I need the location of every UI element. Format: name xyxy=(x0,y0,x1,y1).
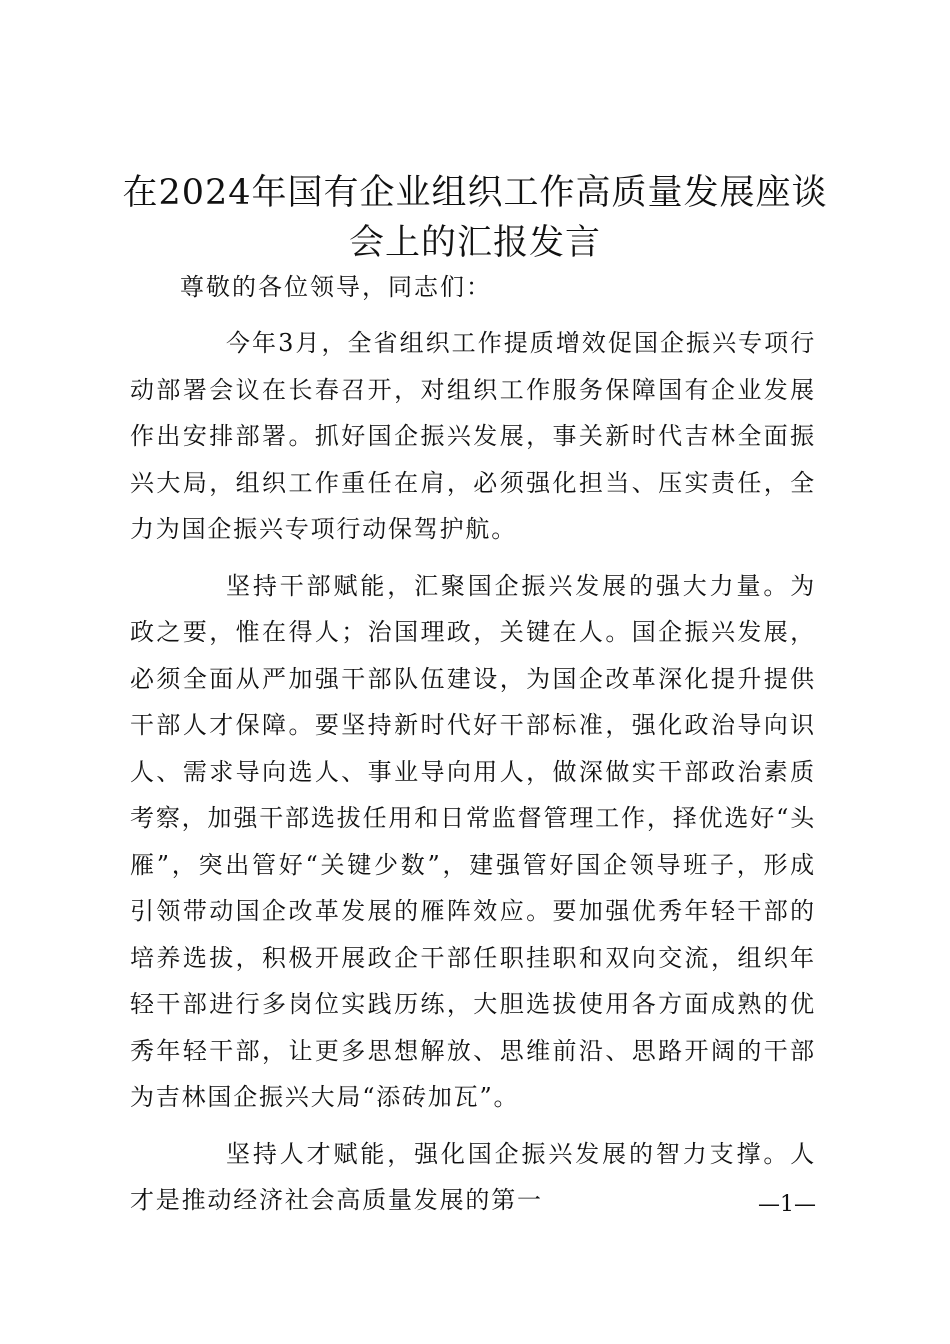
paragraph-1: 今年3月，全省组织工作提质增效促国企振兴专项行动部署会议在长春召开，对组织工作服务保障国有企业发展作出安排部署。抓好国企振兴发展，事关新时代吉林全面振兴大局，组织工作重任在肩，必须强化担当、压实责任，全力为国企振兴专项行动保驾护航。 xyxy=(130,329,816,543)
document-body xyxy=(130,320,816,1234)
document-title: 在2024年国有企业组织工作高质量发展座谈会上的汇报发言 xyxy=(122,173,828,263)
salutation: 尊敬的各位领导，同志们： xyxy=(180,273,492,301)
paragraph-2: 坚持干部赋能，汇聚国企振兴发展的强大力量。为政之要，惟在得人；治国理政，关键在人。国企振兴发展，必须全面从严加强干部队伍建设，为国企改革深化提升提供干部人才保障。要坚持新时代好干部标准，强化政治导向识人、需求导向选人、事业导向用人，做深做实干部政治素质考察，加强干部选拔任用和日常监督管理工作，择优选好“头雁”，突出管好“关键少数”，建强管好国企领导班子，形成引领带动国企改革发展的雁阵效应。要加强优秀年轻干部的培养选拔，积极开展政企干部任职挂职和双向交流，组织年轻干部进行多岗位实践历练，大胆选拔使用各方面成熟的优秀年轻干部，让更多思想解放、思维前沿、思路开阔的干部为吉林国企振兴大局“添砖加瓦”。 xyxy=(130,571,816,1111)
page-number: —1— xyxy=(758,1192,816,1217)
paragraph-3: 坚持人才赋能，强化国企振兴发展的智力支撑。人才是推动经济社会高质量发展的第一 xyxy=(130,1139,816,1214)
